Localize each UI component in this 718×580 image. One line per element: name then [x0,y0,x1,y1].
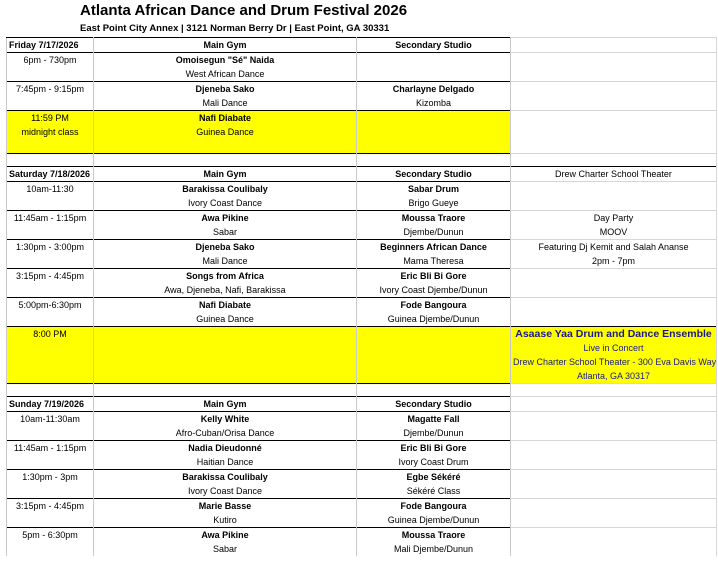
theater-cell [511,527,717,542]
time-cell [7,67,94,82]
time-cell [7,153,94,166]
main-gym-cell: Awa Pikine [94,527,357,542]
secondary-studio-cell: Fode Bangoura [357,297,511,312]
theater-cell: MOOV [511,225,717,240]
time-cell: midnight class [7,125,94,139]
secondary-studio-cell: Mama Theresa [357,254,511,269]
time-cell: 1:30pm - 3pm [7,469,94,484]
main-gym-cell: Ivory Coast Dance [94,484,357,499]
time-cell [7,196,94,211]
main-gym-cell: Haitian Dance [94,455,357,470]
secondary-studio-cell [357,341,511,355]
schedule-row [7,498,717,513]
theater-cell [511,426,717,441]
main-gym-cell: Sabar [94,225,357,240]
schedule-row [7,411,717,426]
theater-cell [511,125,717,139]
main-gym-cell [94,153,357,166]
secondary-studio-cell: Guinea Djembe/Dunun [357,312,511,327]
secondary-studio-cell: Secondary Studio [357,38,511,53]
secondary-studio-cell: Sabar Drum [357,181,511,196]
secondary-studio-cell: Djembe/Dunun [357,225,511,240]
main-gym-cell: Nadia Dieudonné [94,440,357,455]
schedule-row [7,67,717,82]
secondary-studio-cell: Kizomba [357,96,511,111]
theater-cell [511,283,717,298]
time-cell: 11:45am - 1:15pm [7,440,94,455]
theater-cell [511,513,717,528]
time-cell: 1:30pm - 3:00pm [7,239,94,254]
main-gym-cell [94,341,357,355]
schedule-row [7,455,717,470]
time-cell [7,484,94,499]
theater-cell [511,498,717,513]
main-gym-cell [94,326,357,341]
time-cell [7,542,94,556]
time-cell [7,254,94,269]
time-cell: Sunday 7/19/2026 [7,396,94,411]
secondary-studio-cell: Djembe/Dunun [357,426,511,441]
theater-cell [511,383,717,396]
schedule-row [7,225,717,240]
time-cell: 11:59 PM [7,111,94,126]
main-gym-cell: Sabar [94,542,357,556]
theater-cell [511,440,717,455]
secondary-studio-cell: Magatte Fall [357,411,511,426]
secondary-studio-cell: Mali Djembe/Dunun [357,542,511,556]
theater-cell [511,411,717,426]
main-gym-cell: Main Gym [94,166,357,181]
time-cell: 6pm - 730pm [7,53,94,68]
main-gym-cell: Marie Basse [94,498,357,513]
day-header-row [7,166,717,181]
time-cell [7,513,94,528]
schedule-row [7,426,717,441]
schedule-row [7,527,717,542]
time-cell [7,283,94,298]
day-header-row [7,396,717,411]
schedule-row [7,341,717,355]
main-gym-cell [94,383,357,396]
theater-cell: Featuring Dj Kemit and Salah Ananse [511,239,717,254]
main-gym-cell [94,369,357,384]
schedule-row [7,111,717,126]
schedule-row [7,542,717,556]
main-gym-cell: Djeneba Sako [94,239,357,254]
time-cell: Saturday 7/18/2026 [7,166,94,181]
secondary-studio-cell: Brigo Gueye [357,196,511,211]
secondary-studio-cell: Sékéré Class [357,484,511,499]
theater-cell: Drew Charter School Theater - 300 Eva Davis Way [511,355,717,369]
schedule-row [7,283,717,298]
time-cell [7,312,94,327]
schedule-row [7,125,717,139]
schedule-row [7,139,717,153]
main-gym-cell: Barakissa Coulibaly [94,469,357,484]
main-gym-cell: Afro-Cuban/Orisa Dance [94,426,357,441]
theater-cell: Day Party [511,210,717,225]
theater-cell [511,67,717,82]
theater-cell: Atlanta, GA 30317 [511,369,717,384]
theater-cell [511,153,717,166]
venue-address: East Point City Annex | 3121 Norman Berry Dr | East Point, GA 30331 [80,23,390,34]
theater-cell: Drew Charter School Theater [511,166,717,181]
theater-cell [511,455,717,470]
spacer-row [7,153,717,166]
secondary-studio-cell [357,355,511,369]
time-cell: 3:15pm - 4:45pm [7,498,94,513]
main-gym-cell: Mali Dance [94,254,357,269]
secondary-studio-cell: Beginners African Dance [357,239,511,254]
main-gym-cell: Omoisegun "Sé" Naida [94,53,357,68]
time-cell: 3:15pm - 4:45pm [7,268,94,283]
theater-cell [511,111,717,126]
theater-cell [511,196,717,211]
time-cell [7,341,94,355]
schedule-row [7,469,717,484]
main-gym-cell: Kelly White [94,411,357,426]
schedule-row [7,239,717,254]
secondary-studio-cell: Eric Bli Bi Gore [357,268,511,283]
theater-cell [511,181,717,196]
schedule-row [7,268,717,283]
theater-cell [511,96,717,111]
theater-cell [511,312,717,327]
schedule-row [7,484,717,499]
time-cell [7,96,94,111]
schedule-row [7,297,717,312]
main-gym-cell: Guinea Dance [94,312,357,327]
schedule-body [7,38,717,556]
secondary-studio-cell: Fode Bangoura [357,498,511,513]
secondary-studio-cell [357,67,511,82]
main-gym-cell: Main Gym [94,396,357,411]
spacer-row [7,383,717,396]
schedule-row [7,96,717,111]
theater-cell [511,53,717,68]
theater-cell [511,469,717,484]
secondary-studio-cell [357,125,511,139]
theater-cell [511,297,717,312]
schedule-row [7,181,717,196]
schedule-sheet [6,37,716,556]
secondary-studio-cell [357,139,511,153]
schedule-row [7,369,717,384]
main-gym-cell: Ivory Coast Dance [94,196,357,211]
schedule-row [7,82,717,97]
theater-cell: Asaase Yaa Drum and Dance Ensemble [511,326,717,341]
secondary-studio-cell [357,326,511,341]
time-cell: 10am-11:30am [7,411,94,426]
time-cell: 5:00pm-6:30pm [7,297,94,312]
main-gym-cell: Guinea Dance [94,125,357,139]
theater-cell [511,542,717,556]
schedule-row [7,326,717,341]
schedule-row [7,513,717,528]
time-cell [7,355,94,369]
secondary-studio-cell: Moussa Traore [357,527,511,542]
main-gym-cell: Mali Dance [94,96,357,111]
theater-cell [511,82,717,97]
secondary-studio-cell [357,383,511,396]
theater-cell [511,396,717,411]
secondary-studio-cell: Moussa Traore [357,210,511,225]
main-gym-cell: Nafi Diabate [94,297,357,312]
schedule-row [7,355,717,369]
time-cell [7,369,94,384]
theater-cell [511,139,717,153]
schedule-row [7,210,717,225]
time-cell [7,139,94,153]
main-gym-cell: Songs from Africa [94,268,357,283]
main-gym-cell [94,139,357,153]
secondary-studio-cell: Charlayne Delgado [357,82,511,97]
time-cell: Friday 7/17/2026 [7,38,94,53]
theater-cell: 2pm - 7pm [511,254,717,269]
main-gym-cell: Barakissa Coulibaly [94,181,357,196]
main-gym-cell: Djeneba Sako [94,82,357,97]
secondary-studio-cell: Ivory Coast Drum [357,455,511,470]
schedule-row [7,196,717,211]
schedule-row [7,254,717,269]
secondary-studio-cell: Secondary Studio [357,166,511,181]
theater-cell [511,38,717,53]
main-gym-cell: Nafi Diabate [94,111,357,126]
schedule-table [6,37,717,556]
time-cell: 10am-11:30 [7,181,94,196]
main-gym-cell: Awa Pikine [94,210,357,225]
secondary-studio-cell [357,111,511,126]
secondary-studio-cell [357,369,511,384]
time-cell: 11:45am - 1:15pm [7,210,94,225]
secondary-studio-cell [357,153,511,166]
day-header-row [7,38,717,53]
theater-cell: Live in Concert [511,341,717,355]
main-gym-cell: Kutiro [94,513,357,528]
time-cell: 5pm - 6:30pm [7,527,94,542]
time-cell [7,426,94,441]
time-cell [7,225,94,240]
theater-cell [511,268,717,283]
time-cell: 7:45pm - 9:15pm [7,82,94,97]
schedule-row [7,312,717,327]
time-cell [7,383,94,396]
secondary-studio-cell [357,53,511,68]
theater-cell [511,484,717,499]
schedule-row [7,440,717,455]
time-cell [7,455,94,470]
main-gym-cell: Awa, Djeneba, Nafi, Barakissa [94,283,357,298]
secondary-studio-cell: Eric Bli Bi Gore [357,440,511,455]
secondary-studio-cell: Egbe Sékéré [357,469,511,484]
schedule-row [7,53,717,68]
page-title: Atlanta African Dance and Drum Festival 2026 [80,2,408,19]
main-gym-cell: Main Gym [94,38,357,53]
secondary-studio-cell: Ivory Coast Djembe/Dunun [357,283,511,298]
main-gym-cell [94,355,357,369]
secondary-studio-cell: Guinea Djembe/Dunun [357,513,511,528]
secondary-studio-cell: Secondary Studio [357,396,511,411]
time-cell: 8:00 PM [7,326,94,341]
main-gym-cell: West African Dance [94,67,357,82]
